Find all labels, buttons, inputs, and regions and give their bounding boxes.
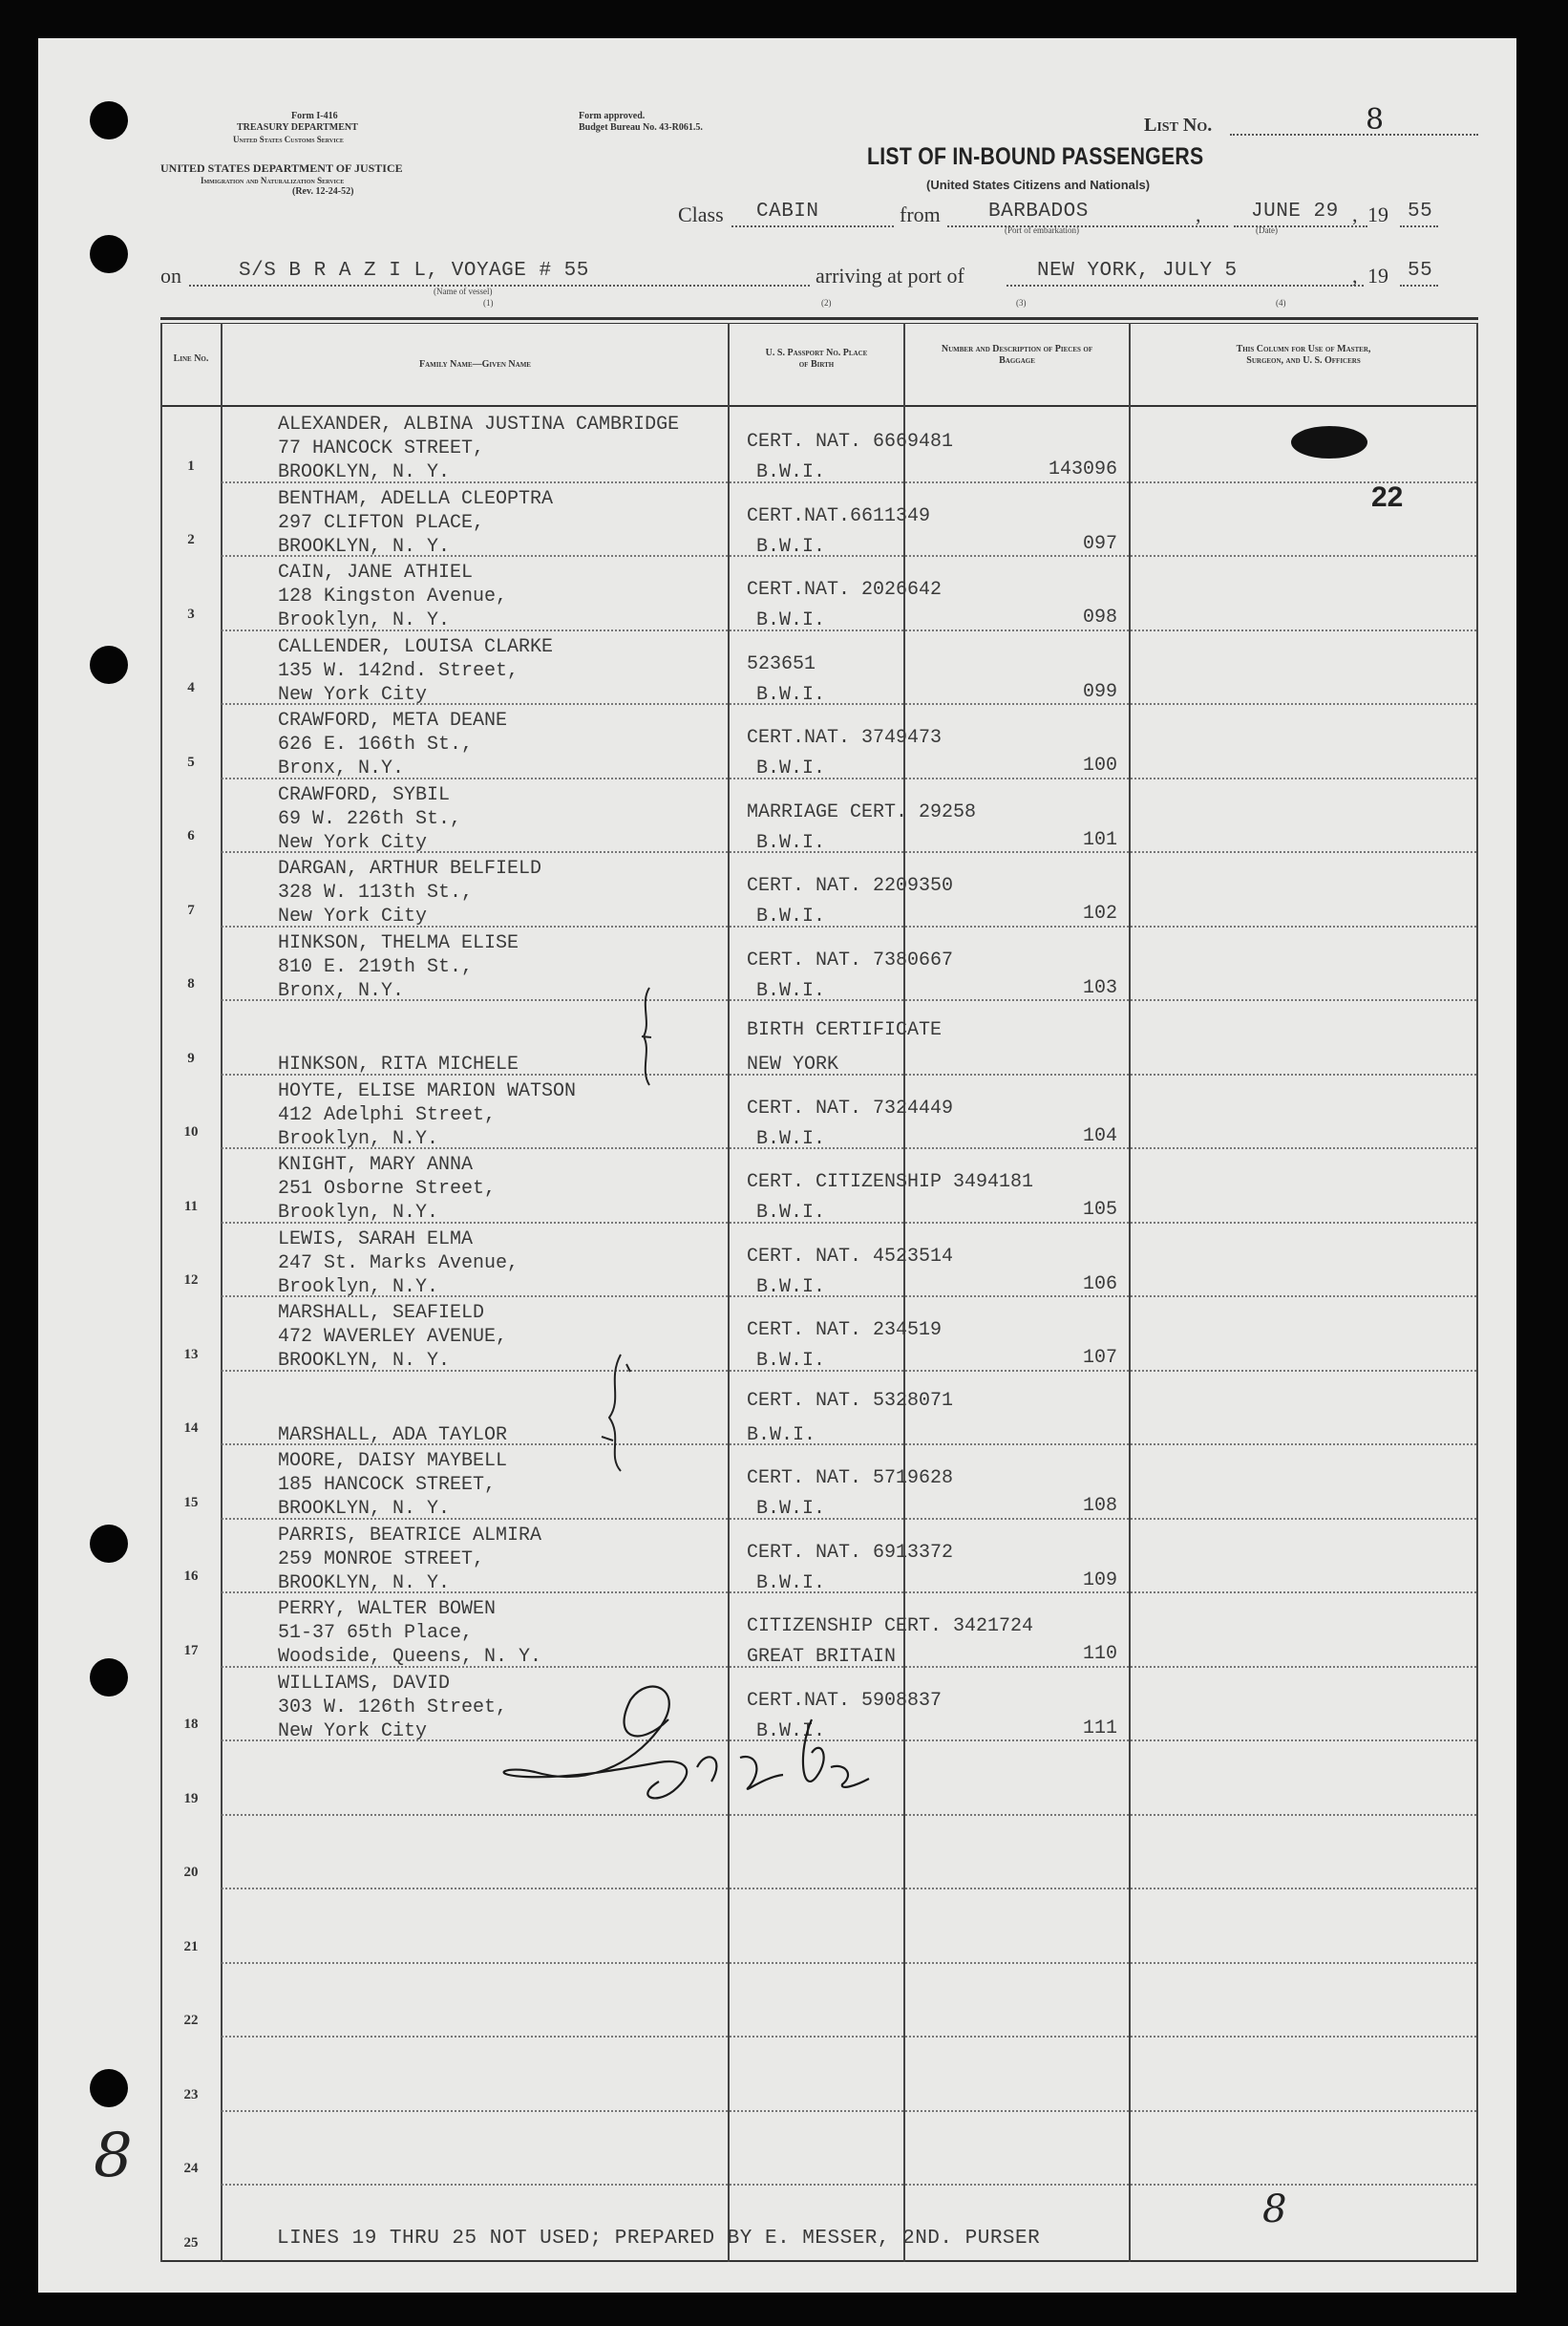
passenger-name: MARSHALL, ADA TAYLOR <box>278 1423 508 1446</box>
baggage-number: 099 <box>1082 680 1117 703</box>
column-header-line: Line No. <box>173 353 209 364</box>
passenger-name: WILLIAMS, DAVID <box>278 1672 451 1695</box>
place-of-birth: B.W.I. <box>756 1127 826 1150</box>
line-number: 4 <box>187 680 195 695</box>
passenger-name: ALEXANDER, ALBINA JUSTINA CAMBRIDGE <box>278 414 680 436</box>
place-of-birth: B.W.I. <box>747 1423 816 1446</box>
date-caption: (Date) <box>1256 225 1278 235</box>
baggage-number: 101 <box>1082 828 1117 851</box>
passenger-address-line1: 259 MONROE STREET, <box>278 1547 485 1570</box>
passport-document: CERT. NAT. 7380667 <box>747 949 954 971</box>
passenger-address-line2: BROOKLYN, N. Y. <box>278 1498 451 1520</box>
passenger-address-line2: New York City <box>278 1719 428 1742</box>
line-number: 22 <box>183 2013 199 2028</box>
line-number: 8 <box>187 976 195 992</box>
from-line <box>947 225 1228 227</box>
passport-document: CERT.NAT.6611349 <box>747 504 931 527</box>
col-border-right <box>1476 323 1478 2262</box>
line-number: 16 <box>183 1568 199 1584</box>
line-number: 15 <box>183 1494 199 1510</box>
passenger-address-line1: 128 Kingston Avenue, <box>278 586 508 608</box>
binder-hole <box>90 235 128 273</box>
passenger-name: LEWIS, SARAH ELMA <box>278 1227 474 1250</box>
passenger-address-line1: 247 St. Marks Avenue, <box>278 1251 519 1274</box>
baggage-number: 098 <box>1082 607 1117 629</box>
treasury-department: TREASURY DEPARTMENT <box>237 122 358 133</box>
passenger-address-line2: BROOKLYN, N. Y. <box>278 1571 451 1594</box>
passenger-address-line2: Brooklyn, N.Y. <box>278 1275 439 1298</box>
passenger-name: CRAWFORD, META DEANE <box>278 710 508 732</box>
line-number: 17 <box>183 1642 199 1658</box>
passport-document: CERT. NAT. 7324449 <box>747 1097 954 1120</box>
year-line <box>1400 225 1438 227</box>
place-of-birth: B.W.I. <box>756 758 826 779</box>
passenger-name: CAIN, JANE ATHIEL <box>278 562 474 584</box>
col-border-line <box>221 323 222 2262</box>
column-header-name: Family Name—Given Name <box>419 359 531 370</box>
line-number: 18 <box>183 1717 199 1732</box>
line-number: 5 <box>187 754 195 770</box>
budget-bureau: Budget Bureau No. 43-R061.5. <box>579 122 703 133</box>
arrival-value: NEW YORK, JULY 5 <box>1037 260 1238 282</box>
line-number: 7 <box>187 902 195 918</box>
class-line <box>731 225 894 227</box>
column-caption-4: (4) <box>1276 298 1286 308</box>
from-label: from <box>900 203 941 226</box>
customs-service: United States Customs Service <box>233 135 344 144</box>
passport-document: CERT. CITIZENSHIP 3494181 <box>747 1171 1034 1193</box>
list-number-label: List No. <box>1144 115 1213 136</box>
line-number: 3 <box>187 606 195 622</box>
form-number: Form I-416 <box>291 111 338 121</box>
vessel-line <box>189 285 810 287</box>
passport-document: CERT. NAT. 234519 <box>747 1319 943 1341</box>
passenger-name: BENTHAM, ADELLA CLEOPTRA <box>278 487 554 510</box>
place-of-birth: B.W.I. <box>756 1350 826 1372</box>
passenger-address-line1: 626 E. 166th St., <box>278 734 474 756</box>
justice-department: UNITED STATES DEPARTMENT OF JUSTICE <box>160 161 403 175</box>
passport-document: CERT.NAT. 2026642 <box>747 579 943 601</box>
col-border-name <box>728 323 730 2262</box>
line-number: 2 <box>187 532 195 547</box>
redacted-mark <box>1291 426 1367 459</box>
bracket-mark <box>598 1351 636 1475</box>
passenger-address-line1: 77 HANCOCK STREET, <box>278 437 485 459</box>
column-caption-1: (1) <box>483 298 494 308</box>
row-divider <box>222 1888 1476 1889</box>
manifest-page <box>38 38 1516 2293</box>
baggage-number: 111 <box>1082 1717 1117 1739</box>
passenger-name: CRAWFORD, SYBIL <box>278 783 451 806</box>
baggage-number: 143096 <box>1048 459 1117 480</box>
place-of-birth: B.W.I. <box>756 906 826 928</box>
revision-date: (Rev. 12-24-52) <box>292 186 354 197</box>
line-number: 23 <box>183 2086 199 2102</box>
passenger-address-line2: Brooklyn, N.Y. <box>278 1127 439 1150</box>
line-number: 25 <box>183 2234 199 2251</box>
binder-hole <box>90 1658 128 1696</box>
place-of-birth: GREAT BRITAIN <box>747 1646 897 1668</box>
row-divider <box>222 2110 1476 2112</box>
year-value-2: 55 <box>1408 260 1433 282</box>
line-number: 10 <box>183 1124 199 1140</box>
place-of-birth: B.W.I. <box>756 461 826 483</box>
passport-document: CERT. NAT. 5328071 <box>747 1389 954 1412</box>
col-border-baggage <box>1129 323 1131 2262</box>
column-caption-2: (2) <box>821 298 832 308</box>
list-number-value: 8 <box>1366 103 1385 137</box>
row-divider <box>222 1962 1476 1964</box>
passenger-name: DARGAN, ARTHUR BELFIELD <box>278 858 542 880</box>
baggage-number: 107 <box>1082 1347 1117 1369</box>
place-of-birth: B.W.I. <box>756 609 826 631</box>
passenger-name: HOYTE, ELISE MARION WATSON <box>278 1079 577 1102</box>
row-divider <box>222 778 1476 779</box>
baggage-number: 108 <box>1082 1495 1117 1517</box>
passenger-address-line2: Bronx, N.Y. <box>278 758 405 779</box>
passport-document: CERT. NAT. 6913372 <box>747 1541 954 1564</box>
line-number: 1 <box>187 458 195 474</box>
arriving-label: arriving at port of <box>816 264 964 288</box>
passenger-address-line2: BROOKLYN, N. Y. <box>278 1350 451 1372</box>
passport-document: CERT. NAT. 4523514 <box>747 1245 954 1268</box>
arrival-line <box>1006 285 1364 287</box>
place-of-birth: B.W.I. <box>756 1719 826 1742</box>
passenger-name: MARSHALL, SEAFIELD <box>278 1302 485 1324</box>
document-title: LIST OF IN-BOUND PASSENGERS <box>867 143 1204 170</box>
passenger-name: PARRIS, BEATRICE ALMIRA <box>278 1524 542 1547</box>
passenger-address-line1: 69 W. 226th St., <box>278 807 462 830</box>
vessel-caption: (Name of vessel) <box>434 287 493 296</box>
baggage-number: 106 <box>1082 1272 1117 1295</box>
passenger-address-line2: BROOKLYN, N. Y. <box>278 535 451 558</box>
passport-document: CERT.NAT. 5908837 <box>747 1689 943 1712</box>
class-value: CABIN <box>756 201 819 223</box>
year-line-2 <box>1400 285 1438 287</box>
passenger-address-line1: 51-37 65th Place, <box>278 1622 474 1644</box>
place-of-birth: B.W.I. <box>756 1202 826 1224</box>
officer-mark: 22 <box>1371 481 1404 513</box>
place-of-birth: B.W.I. <box>756 1498 826 1520</box>
line-number: 13 <box>183 1346 199 1362</box>
footer-note: LINES 19 THRU 25 NOT USED; PREPARED BY E. MESSER, 2ND. PURSER <box>277 2228 1041 2250</box>
binder-hole <box>90 646 128 684</box>
line-number: 14 <box>183 1420 199 1436</box>
vessel-value: S/S B R A Z I L, VOYAGE # 55 <box>239 260 589 282</box>
form-approved: Form approved. <box>579 111 646 121</box>
place-of-birth: B.W.I. <box>756 683 826 706</box>
comma: , <box>1196 203 1201 226</box>
line-number: 21 <box>183 1938 199 1954</box>
table-top-border <box>160 317 1478 320</box>
bracket-mark <box>632 984 661 1089</box>
place-of-birth: B.W.I. <box>756 1275 826 1298</box>
passenger-address-line2: New York City <box>278 831 428 854</box>
header-bottom-border <box>160 405 1478 407</box>
passenger-name: PERRY, WALTER BOWEN <box>278 1598 497 1620</box>
baggage-number: 104 <box>1082 1124 1117 1147</box>
baggage-number: 103 <box>1082 976 1117 999</box>
passenger-name: KNIGHT, MARY ANNA <box>278 1154 474 1176</box>
passport-document: BIRTH CERTIFICATE <box>747 1019 943 1041</box>
year-value: 55 <box>1408 201 1433 223</box>
class-label: Class <box>678 203 724 226</box>
margin-number: 8 <box>94 2121 133 2191</box>
date-line <box>1234 225 1367 227</box>
binder-hole <box>90 1525 128 1563</box>
passenger-name: HINKSON, THELMA ELISE <box>278 931 519 954</box>
place-of-birth: B.W.I. <box>756 1571 826 1594</box>
place-of-birth: B.W.I. <box>756 831 826 854</box>
passenger-address-line2: Woodside, Queens, N. Y. <box>278 1646 542 1668</box>
date-value: JUNE 29 <box>1251 201 1339 223</box>
column-header-passport: U. S. Passport No. Place of Birth <box>765 348 868 370</box>
comma: , <box>1352 203 1358 226</box>
line-number: 24 <box>183 2161 199 2176</box>
column-caption-3: (3) <box>1016 298 1027 308</box>
comma: , <box>1352 264 1358 288</box>
passport-document: CERT.NAT. 3749473 <box>747 727 943 749</box>
passport-document: CERT. NAT. 5719628 <box>747 1467 954 1489</box>
line-number: 11 <box>183 1198 199 1214</box>
table-top-border-2 <box>160 323 1478 324</box>
passenger-address-line1: 251 Osborne Street, <box>278 1178 497 1200</box>
immigration-service: Immigration and Naturalization Service <box>201 176 345 185</box>
purser-signature <box>468 1662 907 1834</box>
passenger-name: MOORE, DAISY MAYBELL <box>278 1450 508 1472</box>
baggage-number: 097 <box>1082 532 1117 555</box>
baggage-number: 100 <box>1082 755 1117 777</box>
binder-hole <box>90 2069 128 2107</box>
passenger-address-line2: Brooklyn, N.Y. <box>278 1202 439 1224</box>
passenger-address-line2: Bronx, N.Y. <box>278 979 405 1002</box>
passenger-address-line1: 303 W. 126th Street, <box>278 1696 508 1718</box>
line-number: 9 <box>187 1050 195 1066</box>
table-bottom-border <box>160 2260 1478 2262</box>
passport-document: MARRIAGE CERT. 29258 <box>747 800 977 823</box>
passport-document: 523651 <box>747 652 816 675</box>
place-of-birth: B.W.I. <box>756 535 826 558</box>
baggage-number: 105 <box>1082 1199 1117 1221</box>
line-number: 6 <box>187 828 195 843</box>
line-number: 19 <box>183 1790 199 1806</box>
passport-document: CERT. NAT. 2209350 <box>747 875 954 897</box>
row-divider <box>222 2036 1476 2038</box>
passenger-address-line1: 472 WAVERLEY AVENUE, <box>278 1326 508 1348</box>
binder-hole <box>90 101 128 139</box>
place-of-birth: B.W.I. <box>756 979 826 1002</box>
passenger-name: CALLENDER, LOUISA CLARKE <box>278 635 554 658</box>
passport-document: CERT. NAT. 6669481 <box>747 431 954 453</box>
baggage-number: 110 <box>1082 1643 1117 1665</box>
footer-mark: 8 <box>1262 2187 1287 2231</box>
passenger-address-line1: 297 CLIFTON PLACE, <box>278 511 485 534</box>
passenger-address-line2: New York City <box>278 906 428 928</box>
document-subtitle: (United States Citizens and Nationals) <box>926 178 1151 192</box>
line-number: 12 <box>183 1272 199 1288</box>
list-number-line <box>1230 134 1478 136</box>
passport-document: CITIZENSHIP CERT. 3421724 <box>747 1615 1034 1637</box>
col-border-left <box>160 323 162 2262</box>
passenger-address-line1: 328 W. 113th St., <box>278 882 474 904</box>
passenger-address-line1: 412 Adelphi Street, <box>278 1103 497 1126</box>
on-label: on <box>160 264 181 288</box>
passenger-address-line2: Brooklyn, N. Y. <box>278 609 451 631</box>
year-prefix: 19 <box>1367 203 1388 226</box>
passenger-address-line1: 810 E. 219th St., <box>278 955 474 978</box>
line-number: 20 <box>183 1865 199 1880</box>
row-divider <box>222 2184 1476 2186</box>
passenger-address-line1: 135 W. 142nd. Street, <box>278 659 519 682</box>
place-of-birth: NEW YORK <box>747 1054 839 1076</box>
from-value: BARBADOS <box>988 201 1089 223</box>
passenger-address-line1: 185 HANCOCK STREET, <box>278 1474 497 1496</box>
baggage-number: 102 <box>1082 903 1117 925</box>
passenger-name: HINKSON, RITA MICHELE <box>278 1054 519 1076</box>
passenger-address-line2: New York City <box>278 683 428 706</box>
port-embark-caption: (Port of embarkation) <box>1005 225 1079 235</box>
passenger-address-line2: BROOKLYN, N. Y. <box>278 461 451 483</box>
column-header-officers: This Column for Use of Master, Surgeon, and U. S. Officers <box>1236 344 1371 366</box>
baggage-number: 109 <box>1082 1568 1117 1591</box>
column-header-baggage: Number and Description of Pieces of Baggage <box>941 344 1093 366</box>
year-prefix-2: 19 <box>1367 264 1388 288</box>
row-divider <box>222 999 1476 1001</box>
